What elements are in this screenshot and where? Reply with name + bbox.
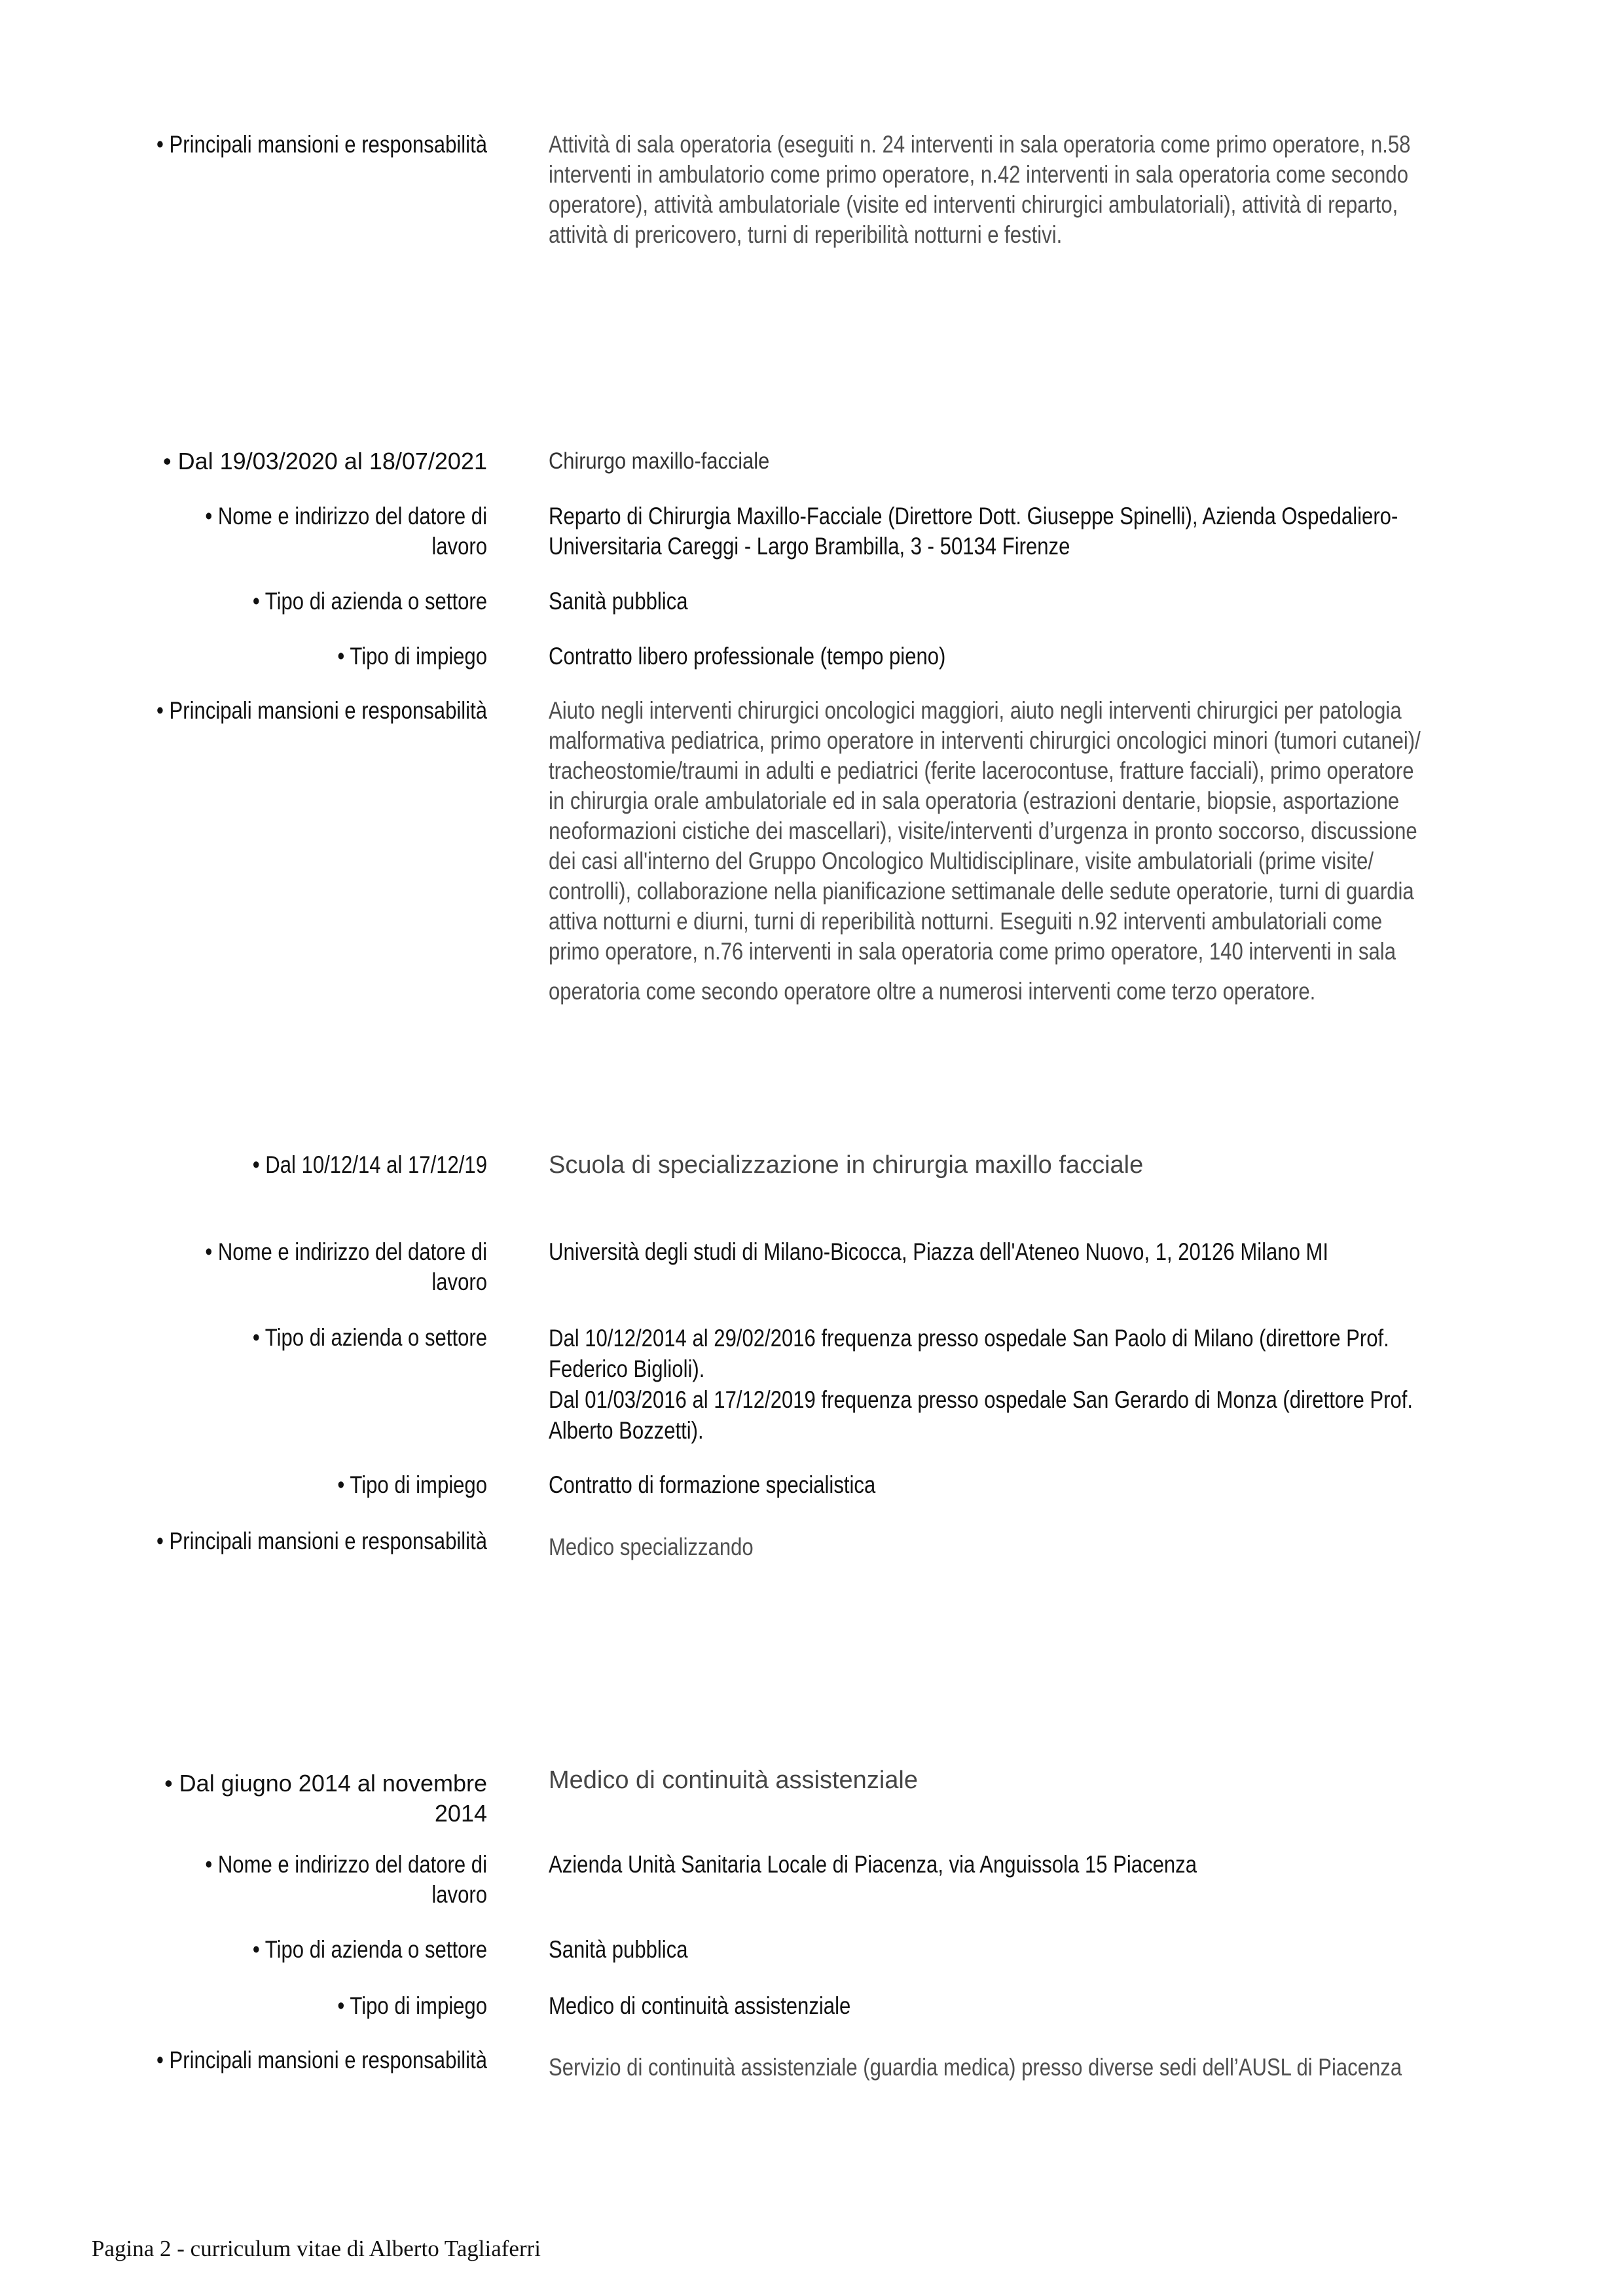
label-line: • Tipo di impiego bbox=[337, 1471, 487, 1498]
experience-entry-continuita-assistenziale bbox=[0, 1765, 1520, 2083]
field-value bbox=[549, 1237, 1520, 1267]
label-line: • Principali mansioni e responsabilità bbox=[156, 1528, 487, 1554]
row-dates bbox=[0, 446, 1520, 476]
field-value bbox=[549, 586, 1520, 617]
field-value bbox=[549, 1991, 1520, 2021]
value-line: Dal 01/03/2016 al 17/12/2019 frequenza presso ospedale San Gerardo di Monza (direttore Prof. bbox=[549, 1386, 1413, 1413]
label-line: • Tipo di azienda o settore bbox=[252, 1324, 487, 1351]
field-value bbox=[549, 501, 1520, 562]
field-label bbox=[0, 1150, 487, 1180]
field-label bbox=[0, 1768, 487, 1829]
experience-entry-careggi bbox=[0, 446, 1520, 1007]
value-line: Servizio di continuità assistenziale (guardia medica) presso diverse sedi dell’AUSL di Piacenza bbox=[549, 2054, 1402, 2081]
date-range: • Dal giugno 2014 al novembre bbox=[164, 1770, 487, 1797]
value-line: attività di prericovero, turni di reperibilità notturni e festivi. bbox=[549, 221, 1063, 248]
label-line: lavoro bbox=[431, 1268, 487, 1295]
row-tipo-impiego bbox=[0, 1470, 1520, 1500]
row-datore-di-lavoro bbox=[0, 1850, 1520, 1910]
label-line: • Principali mansioni e responsabilità bbox=[156, 131, 487, 158]
field-label bbox=[0, 641, 487, 672]
value-line: Università degli studi di Milano-Bicocca, Piazza dell'Ateneo Nuovo, 1, 20126 Milano MI bbox=[549, 1238, 1329, 1265]
job-title: Medico di continuità assistenziale bbox=[549, 1767, 918, 1794]
value-line: Medico specializzando bbox=[549, 1534, 754, 1560]
value-line: Contratto libero professionale (tempo pieno) bbox=[549, 643, 946, 670]
value-line: Sanità pubblica bbox=[549, 588, 688, 615]
value-line: malformativa pediatrica, primo operatore in interventi chirurgici oncologici minori (tumori cutanei)/ bbox=[549, 727, 1421, 754]
value-line: controlli), collaborazione nella pianificazione settimanale delle sedute operatorie, turni di guardia bbox=[549, 878, 1414, 905]
value-line: Attività di sala operatoria (eseguiti n. 24 interventi in sala operatoria come primo operatore, n.58 bbox=[549, 131, 1411, 158]
value-line: Medico di continuità assistenziale bbox=[549, 1992, 851, 2019]
label-line: • Nome e indirizzo del datore di bbox=[205, 1851, 487, 1878]
field-value bbox=[549, 2053, 1520, 2083]
row-tipo-impiego bbox=[0, 1991, 1520, 2021]
field-value bbox=[549, 1765, 1520, 1795]
field-value bbox=[549, 1850, 1520, 1880]
field-label bbox=[0, 2045, 487, 2075]
row-datore-di-lavoro bbox=[0, 1237, 1520, 1297]
value-line: Reparto di Chirurgia Maxillo-Facciale (Direttore Dott. Giuseppe Spinelli), Azienda Ospedaliero- bbox=[549, 503, 1398, 529]
value-line: attiva notturni e diurni, turni di reperibilità notturni. Eseguiti n.92 interventi ambulatoriali come bbox=[549, 908, 1383, 935]
row-principali-mansioni bbox=[0, 130, 1520, 250]
field-label bbox=[0, 1526, 487, 1556]
label-line: • Tipo di impiego bbox=[337, 643, 487, 670]
value-line: in chirurgia orale ambulatoriale ed in sala operatoria (estrazioni dentarie, biopsie, asportazione bbox=[549, 787, 1400, 814]
row-dates bbox=[0, 1765, 1520, 1829]
label-line: lavoro bbox=[431, 533, 487, 560]
value-line: Aiuto negli interventi chirurgici oncologici maggiori, aiuto negli interventi chirurgici per patologia bbox=[549, 697, 1402, 724]
row-datore-di-lavoro bbox=[0, 501, 1520, 562]
field-value bbox=[549, 446, 1520, 476]
date-range: • Dal 19/03/2020 al 18/07/2021 bbox=[163, 448, 487, 475]
page-footer: Pagina 2 - curriculum vitae di Alberto Tagliaferri bbox=[92, 2236, 541, 2261]
field-label bbox=[0, 1237, 487, 1297]
date-range: 2014 bbox=[434, 1800, 487, 1827]
value-line: tracheostomie/traumi in adulti e pediatrici (ferite lacerocontuse, fratture facciali), primo operatore bbox=[549, 757, 1414, 784]
value-line: Sanità pubblica bbox=[549, 1936, 688, 1963]
field-label bbox=[0, 446, 487, 476]
row-principali-mansioni bbox=[0, 696, 1520, 1007]
field-value bbox=[549, 696, 1520, 1007]
experience-entry-continued bbox=[0, 130, 1520, 250]
value-line: dei casi all'interno del Gruppo Oncologico Multidisciplinare, visite ambulatoriali (prime visite/ bbox=[549, 848, 1374, 874]
row-tipo-impiego bbox=[0, 641, 1520, 672]
value-line: Universitaria Careggi - Largo Brambilla, 3 - 50134 Firenze bbox=[549, 533, 1070, 560]
label-line: • Tipo di azienda o settore bbox=[252, 588, 487, 615]
value-line: primo operatore, n.76 interventi in sala operatoria come primo operatore, 140 interventi in sala bbox=[549, 938, 1396, 965]
field-value bbox=[549, 1323, 1520, 1446]
field-label bbox=[0, 586, 487, 617]
value-line: neoformazioni cistiche dei mascellari), visite/interventi d’urgenza in pronto soccorso, discussione bbox=[549, 817, 1417, 844]
value-line: Alberto Bozzetti). bbox=[549, 1417, 704, 1444]
value-line: operatoria come secondo operatore oltre a numerosi interventi come terzo operatore. bbox=[549, 978, 1316, 1005]
label-line: • Principali mansioni e responsabilità bbox=[156, 2047, 487, 2073]
value-line: Contratto di formazione specialistica bbox=[549, 1471, 876, 1498]
label-line: • Tipo di impiego bbox=[337, 1992, 487, 2019]
field-value bbox=[549, 1935, 1520, 1965]
value-line: operatore), attività ambulatoriale (visite ed interventi chirurgici ambulatoriali), attività di reparto, bbox=[549, 191, 1398, 218]
row-tipo-azienda bbox=[0, 586, 1520, 617]
job-title: Scuola di specializzazione in chirurgia maxillo facciale bbox=[549, 1151, 1144, 1179]
label-line: • Nome e indirizzo del datore di bbox=[205, 503, 487, 529]
field-value bbox=[549, 1150, 1520, 1180]
field-label bbox=[0, 1935, 487, 1965]
row-principali-mansioni bbox=[0, 1526, 1520, 1562]
row-tipo-azienda bbox=[0, 1323, 1520, 1446]
field-label bbox=[0, 1323, 487, 1353]
row-dates bbox=[0, 1150, 1520, 1180]
field-label bbox=[0, 501, 487, 562]
value-line: Federico Biglioli). bbox=[549, 1355, 705, 1382]
row-tipo-azienda bbox=[0, 1935, 1520, 1965]
date-range: • Dal 10/12/14 al 17/12/19 bbox=[252, 1151, 487, 1178]
field-value bbox=[549, 130, 1520, 250]
field-label bbox=[0, 696, 487, 726]
label-line: • Tipo di azienda o settore bbox=[252, 1936, 487, 1963]
row-principali-mansioni bbox=[0, 2045, 1520, 2083]
label-line: lavoro bbox=[431, 1881, 487, 1908]
field-label bbox=[0, 1991, 487, 2021]
field-value bbox=[549, 1470, 1520, 1500]
value-line: Dal 10/12/2014 al 29/02/2016 frequenza presso ospedale San Paolo di Milano (direttore Prof. bbox=[549, 1325, 1389, 1352]
field-label bbox=[0, 1850, 487, 1910]
value-line: Azienda Unità Sanitaria Locale di Piacenza, via Anguissola 15 Piacenza bbox=[549, 1851, 1197, 1878]
value-line: interventi in ambulatorio come primo operatore, n.42 interventi in sala operatoria come secondo bbox=[549, 161, 1408, 188]
experience-entry-specializzazione bbox=[0, 1150, 1520, 1562]
field-label bbox=[0, 130, 487, 160]
job-title: Chirurgo maxillo-facciale bbox=[549, 448, 770, 474]
field-value bbox=[549, 641, 1520, 672]
label-line: • Principali mansioni e responsabilità bbox=[156, 697, 487, 724]
field-label bbox=[0, 1470, 487, 1500]
field-value bbox=[549, 1532, 1520, 1562]
label-line: • Nome e indirizzo del datore di bbox=[205, 1238, 487, 1265]
